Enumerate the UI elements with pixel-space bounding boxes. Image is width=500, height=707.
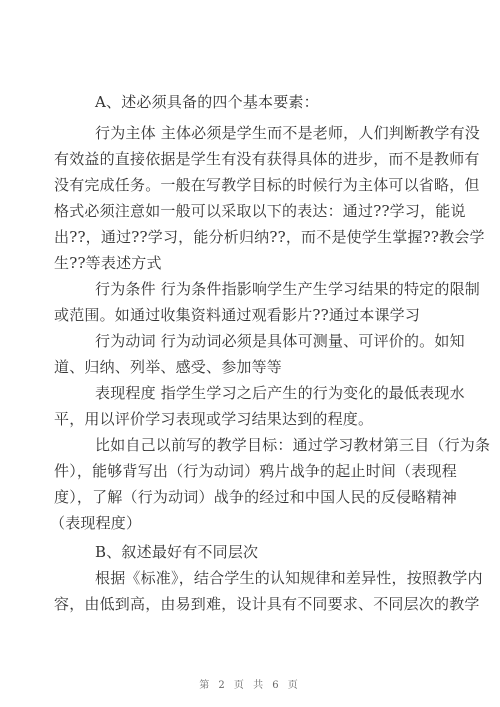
paragraph-line: 比如自己以前写的教学目标：通过学习教材第三目（行为条: [95, 436, 491, 454]
paragraph-line: 道、归纳、列举、感受、参加等等: [54, 358, 283, 376]
heading-a: A、述必须具备的四个基本要素：: [95, 93, 319, 111]
paragraph-line: 或范围。如通过收集资料通过观看影片??通过本课学习: [54, 306, 421, 324]
paragraph-line: 度），了解（行为动词）战争的经过和中国人民的反侵略精神: [54, 488, 457, 506]
paragraph-line: 平，用以评价学习表现或学习结果达到的程度。: [54, 410, 374, 428]
paragraph-line: 行为条件 行为条件指影响学生产生学习结果的特定的限制: [95, 280, 480, 298]
paragraph-line: （表现程度）: [50, 514, 142, 532]
page-number-footer: 第 2 页 共 6 页: [199, 680, 301, 691]
paragraph-line: 没有完成任务。一般在写教学目标的时候行为主体可以省略，但: [54, 176, 480, 194]
paragraph-line: 行为动词 行为动词必须是具体可测量、可评价的。如知: [95, 332, 465, 350]
paragraph-line: 格式必须注意如一般可以采取以下的表达：通过??学习，能说: [54, 202, 466, 220]
heading-b: B、叙述最好有不同层次: [95, 543, 259, 561]
paragraph-line: 表现程度 指学生学习之后产生的行为变化的最低表现水: [95, 384, 465, 402]
paragraph-line: 出??，通过??学习，能分析归纳??，而不是使学生掌握??教会学: [54, 228, 485, 246]
paragraph-line: 生??等表述方式: [54, 254, 162, 272]
paragraph-line: 行为主体 主体必须是学生而不是老师，人们判断教学有没: [95, 124, 480, 142]
paragraph-line: 容，由低到高，由易到难，设计具有不同要求、不同层次的教学: [54, 595, 480, 613]
paragraph-line: 根据《标准》，结合学生的认知规律和差异性，按照教学内: [95, 569, 483, 587]
paragraph-line: 有效益的直接依据是学生有没有获得具体的进步，而不是教师有: [54, 150, 480, 168]
paragraph-line: 件），能够背写出（行为动词）鸦片战争的起止时间（表现程: [54, 462, 457, 480]
